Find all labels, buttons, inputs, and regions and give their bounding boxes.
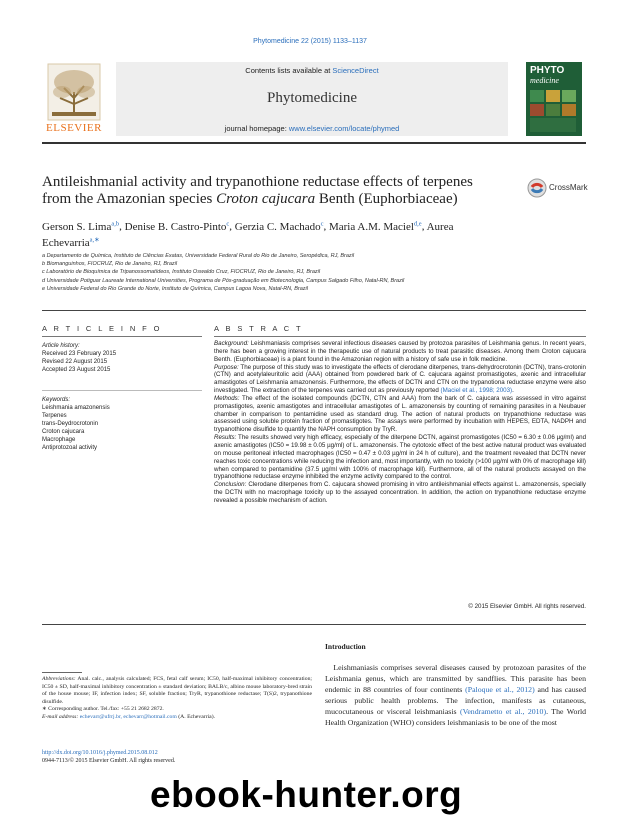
article-history: Article history: Received 23 February 2015 Revised 22 August 2015 Accepted 23 August 2015 xyxy=(42,343,117,373)
abstract-end-rule xyxy=(42,624,586,625)
affiliation: b Biomanguinhos, FIOCRUZ, Rio de Janeiro, RJ, Brazil xyxy=(42,261,178,268)
citation-link[interactable]: (Vendrametto et al., 2010) xyxy=(459,707,547,717)
abstract-methods: Methods: The effect of the isolated compounds (DCTN, CTN and AAA) from the bark of C. cajucara was assessed in vitro against promastigotes, axenic amastigotes and intracellular amastigotes of L. amazonensis by counting of remaining parasites in a Neubauer chamber in comparison to pentamidine used as standard drug. The action of natural products on trypanothione reductase was assessed using soluble protein fraction of promastigotes. The assays were performed by incubation with HEPES, EDTA, NADPH and trypanothione disulfide to quantify the NAPH consumption by TryR. xyxy=(214,394,586,434)
abstract-conclusion: Conclusion: Clerodane diterpenes from C. cajucara showed promising in vitro antileishmanial effects against L. amazonensis, specially the DCTN with no macrophage toxicity up to the assayed concentration. In addition, the action on trypanothione reductase enzyme revealed a possible mechanism of action. xyxy=(214,481,586,504)
introduction-text: Leishmaniasis comprises several diseases caused by protozoan parasites of the Leishmania genus, which are transmitted by sandflies. This parasite has been endemic in 88 countries of four continents (Paloque et al., 2012) and has caused serious public health problems. The infection, manifests as cutaneous, mucocutaneous or visceral leishmaniasis (Vendrametto et al., 2010). The World Health Organization (WHO) considers leishmaniasis to be one of the most xyxy=(325,663,587,728)
email-links[interactable]: echevarr@ufrrj.br, echevarr@hotmail.com xyxy=(79,713,177,720)
affiliation-rule xyxy=(42,310,586,311)
citation-link[interactable]: (Paloque et al., 2012) xyxy=(465,685,535,695)
abstract-purpose: Purpose: The purpose of this study was to investigate the effects of clerodane diterpenes, trans-dehydrocrotonin (DCTN), trans-crotonin (CTN) and acetylaleuritolic acid (AAA) obtained from powdered bark of C. cajucara against promastigotes, axenic and intracellular amastigotes of Leishmania amazonensis. Furthermore, the effects of DCTN and CTN on the trypanotiona reductase enzyme were also investigated. The extraction of the terpenes was carried out as previously reported (Maciel et al., 1998; 2003). xyxy=(214,363,586,395)
keyword: Leishmania amazonensis xyxy=(42,405,110,411)
keywords: Keywords: Leishmania amazonensis Terpenes trans-Deydrocrotonin Croton cajucara Macrophage Antiprotozoal activity xyxy=(42,397,110,451)
article-info-rule xyxy=(42,336,202,337)
author[interactable]: Gerzia C. Machado$^c$ xyxy=(234,220,324,233)
email-line: E-mail address: echevarr@ufrrj.br, echevarr@hotmail.com (A. Echevarria). xyxy=(42,713,216,720)
cover-subtitle: medicine xyxy=(530,76,559,85)
issn-line: 0944-7113/© 2015 Elsevier GmbH. All rights reserved. xyxy=(42,758,176,765)
author-list: Gerson S. Lima$^{a,b}$, Denise B. Castro-Pinto$^c$, Gerzia C. Machado$^c$, Maria A.M. Maciel$^{d,e}$, Aurea Echevarria$^{a,∗}$ xyxy=(42,220,454,250)
footnote-rule xyxy=(42,672,82,673)
affiliation: e Universidade Federal do Rio Grande do Norte, Instituto de Química, Campus Lagoa Nova, Natal-RN, Brazil xyxy=(42,285,308,292)
journal-reference: Phytomedicine 22 (2015) 1133–1137 xyxy=(253,38,367,45)
doi-link[interactable]: http://dx.doi.org/10.1016/j.phymed.2015.08.012 xyxy=(42,750,158,756)
crossmark-label: CrossMark xyxy=(549,183,588,192)
homepage-line: journal homepage: www.elsevier.com/locate/phymed xyxy=(224,124,400,133)
abstract-heading: A B S T R A C T xyxy=(214,324,303,333)
cover-title: PHYTO xyxy=(530,65,565,76)
author[interactable]: Gerson S. Lima$^{a,b}$ xyxy=(42,220,120,233)
sciencedirect-link[interactable]: ScienceDirect xyxy=(332,66,379,75)
affiliation: d Universidade Potiguar Laureate International Universities, Programa de Pós-graduação em Biotecnologia, Campus Salgado Filho, Natal-RN, Brazil xyxy=(42,277,405,284)
keyword: Macrophage xyxy=(42,437,76,443)
abstract-results: Results: The results showed very high efficacy, especially of the diterpene DCTN, against promastigotes (IC50 = 6.30 ± 0.06 µg/ml) and axenic amastigotes (IC50 = 19.98 ± 0.05 µg/ml) of L. amazonensis. The cytotoxic effect of the best active natural product was evaluated on mouse peritoneal infected macrophages (IC50 = 0.47 ± 0.03 µg/ml in 24 h of culture), and the treatment revealed that DCTN never reaches toxic concentrations while reducing the infection and, most importantly, with no toxicity (>100 µg/ml with 0% of macrophage kill) when compared to pentamidine (37.5 µg/ml with 100% of macrophage kill). Furthermore, all of the natural products assayed on the trypanothione reductase enzyme inhibited the enzyme activity compared to the control. xyxy=(214,434,587,481)
corresponding-author: ∗ Corresponding author. Tel./fax: +55 21 2682 2872. xyxy=(42,706,164,713)
author[interactable]: Maria A.M. Maciel$^{d,e}$ xyxy=(328,220,422,233)
author[interactable]: Denise B. Castro-Pinto$^c$ xyxy=(124,220,230,233)
affiliation: c Laboratório de Bioquímica de Tripanossomatídeos, Instituto Oswaldo Cruz, FIOCRUZ, Rio de Janeiro, RJ, Brazil xyxy=(42,269,321,276)
watermark: ebook-hunter.org xyxy=(150,774,463,815)
keyword: Croton cajucara xyxy=(42,429,85,435)
introduction-heading: Introduction xyxy=(325,642,366,651)
affiliations xyxy=(42,252,582,293)
contents-line: Contents lists available at ScienceDirect xyxy=(245,66,379,75)
abstract-body xyxy=(214,340,586,505)
keyword: Antiprotozoal activity xyxy=(42,445,98,451)
article-title: Antileishmanial activity and trypanothione reductase effects of terpenes from the Amazonian species Croton cajucara Benth (Euphorbiaceae) xyxy=(42,174,473,207)
journal-title: Phytomedicine xyxy=(267,90,357,106)
abstract-background: Background: Leishmaniasis comprises several infectious diseases caused by protozoa parasites of Leishmania genus. In recent years, there has been a growing interest in the therapeutic use of natural products to treat parasitic diseases. Among them Croton cajucara Benth. (Euphorbiaceae) is a plant found in the Amazonian region with a history of safe use in folk medicine. xyxy=(214,340,586,363)
header-rule xyxy=(42,142,586,144)
homepage-link[interactable]: www.elsevier.com/locate/phymed xyxy=(288,124,400,133)
citation-link[interactable]: (Maciel et al., 1998; 2003) xyxy=(440,387,513,395)
affiliation: a Departamento de Química, Instituto de Ciências Exatas, Universidade Federal Rural do Rio de Janeiro, Seropédica, RJ, Brazil xyxy=(42,253,355,259)
doi-block xyxy=(42,749,312,765)
keyword: trans-Deydrocrotonin xyxy=(42,421,99,427)
abbreviations: Abbreviations: Anal. calc., analysis calculated; FCS, fetal calf serum; IC50, half-maximal inhibitory concentration; IC50 ± SD, half-maximal inhibitory concentration ± standard deviation; BALB/c, albino mouse laboratory-bred strain of the house mouse; IF, infection index; SF, soluble fraction; TryR, trypanothione reductase; T(S)2, trypanothione disulfide. xyxy=(42,676,312,705)
abstract-rule xyxy=(214,336,586,337)
elsevier-wordmark: ELSEVIER xyxy=(46,122,102,134)
history-rule xyxy=(42,390,202,391)
author[interactable]: Aurea Echevarria$^{a,∗}$ xyxy=(42,220,454,250)
keyword: Terpenes xyxy=(42,413,67,419)
footnotes xyxy=(42,676,312,722)
article-info-heading: A R T I C L E I N F O xyxy=(42,324,162,333)
copyright: © 2015 Elsevier GmbH. All rights reserved. xyxy=(468,603,586,610)
